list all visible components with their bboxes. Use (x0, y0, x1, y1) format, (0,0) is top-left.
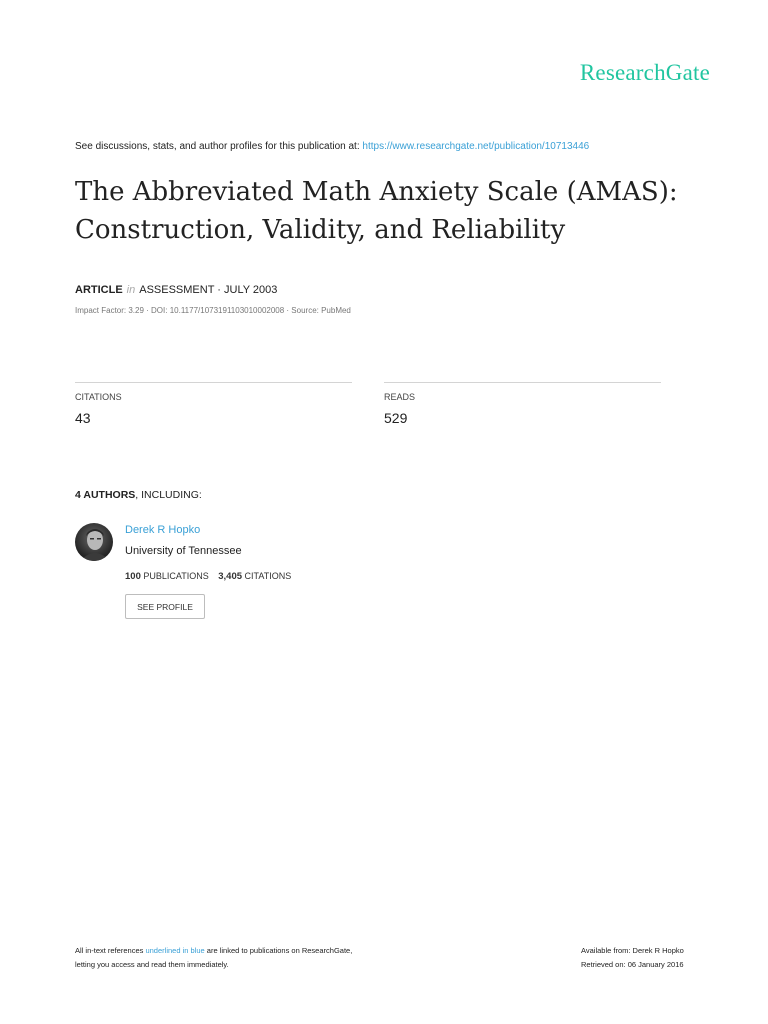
footer-left (75, 944, 352, 972)
footer-right (581, 944, 684, 972)
available-from: Available from: Derek R Hopko (581, 946, 684, 955)
reads-value: 529 (384, 410, 408, 426)
researchgate-logo[interactable]: ResearchGate (579, 60, 710, 85)
footer-suffix: are linked to publications on ResearchGate, (206, 946, 353, 955)
article-details: Impact Factor: 3.29 · DOI: 10.1177/1073191103010002008 · Source: PubMed (75, 306, 351, 315)
footer-left-line2: letting you access and read them immediately. (75, 960, 229, 969)
reads-label: READS (384, 392, 416, 402)
article-title (75, 173, 715, 249)
in-word: in (126, 284, 136, 296)
reads-divider (384, 382, 661, 383)
article-title-line1: The Abbreviated Math Anxiety Scale (AMAS): (75, 177, 678, 207)
author-stats (125, 571, 291, 582)
discussion-notice (75, 141, 589, 152)
publication-url-link[interactable]: https://www.researchgate.net/publication/10713446 (362, 141, 590, 152)
article-title-line2: Construction, Validity, and Reliability (75, 215, 566, 245)
footer-prefix: All in-text references (75, 946, 144, 955)
author-institution: University of Tennessee (125, 545, 242, 557)
footer-underlined-link: underlined in blue (145, 946, 205, 955)
authors-heading (75, 489, 202, 501)
discussion-prefix: See discussions, stats, and author profiles for this publication at: (75, 141, 360, 152)
see-profile-button[interactable]: SEE PROFILE (125, 594, 205, 619)
retrieved-on: Retrieved on: 06 January 2016 (581, 960, 684, 969)
author-name-link[interactable]: Derek R Hopko (125, 524, 201, 536)
citations-label: CITATIONS (75, 392, 122, 402)
author-citations-count: 3,405 (218, 571, 243, 582)
author-avatar[interactable] (75, 523, 113, 561)
author-publications-count: 100 (125, 571, 141, 582)
citations-value: 43 (75, 410, 91, 426)
journal-date[interactable]: ASSESSMENT · JULY 2003 (139, 284, 278, 296)
footer-left-line1 (75, 944, 352, 958)
article-type: ARTICLE (75, 284, 123, 296)
article-meta (75, 284, 277, 296)
citations-divider (75, 382, 352, 383)
author-photo (75, 523, 113, 561)
author-publications-label: PUBLICATIONS (143, 571, 209, 581)
authors-count: 4 AUTHORS (75, 489, 136, 501)
author-citations-label: CITATIONS (244, 571, 292, 581)
authors-including: , INCLUDING: (135, 489, 202, 501)
